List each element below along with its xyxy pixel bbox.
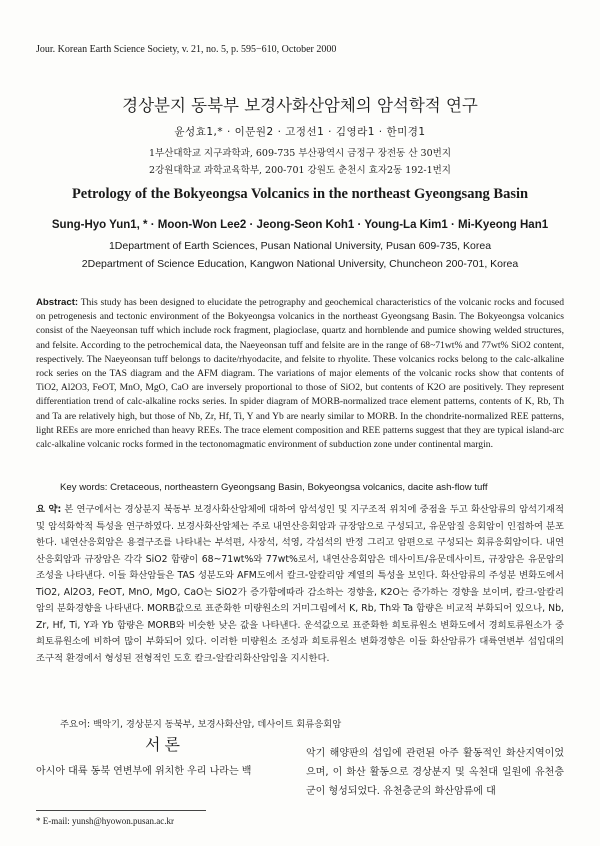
footnote-email: * E-mail: yunsh@hyowon.pusan.ac.kr (36, 816, 175, 826)
korean-abstract-body: 본 연구에서는 경상분지 북동부 보경사화산암체에 대하여 암석성인 및 지구조적 위치에 중점을 두고 화산암류의 암석기재적 및 암석화학적 특성을 연구하였다. 보경사화산암체는 주로 내연산응회암과 규장암으로 구성되고, 유문암질 응회암이 인접하여 분포한다. 내연산응회암은 용결구조를 나타내는 부석편, 사장석, 석영, 각섬석의 반정 그리고 암편으로 구성되는 회류응회암이다. 내연산응회암과 규장암은 각각 SiO2 함량이 68~71wt%와 77wt%로서, 내연산응회암은 데사이트/유문데사이트, 규장암은 유문암의 조성을 나타낸다. 이들 화산암들은 TAS 성분도와 AFM도에서 칼크-알칼리암 계열의 특성을 보인다. 화산암류의 주성분 변화도에서 TiO2, Al2O3, FeOT, MnO, MgO, CaO는 SiO2가 증가함에따라 감소하는 경향을, K2O는 증가하는 경향을 보이며, 칼크-알칼리암의 분화경향을 나타낸다. MORB값으로 표준화한 미량원소의 거미그림에서 K, Rb, Th와 Ta 함량은 비교적 부화되어 있으나, Nb, Zr, Hf, Ti, Y과 Yb 함량은 MORB와 비슷한 낮은 값을 나타낸다. 운석값으로 표준화한 희토류원소 변화도에서 경희토류원소가 중희토류원소에 비하여 많이 부화되어 있다. 이러한 미량원소 조성과 희토류원소 변화경향은 이들 화산암류가 대륙연변부 섭입대의 조구적 환경에서 형성된 전형적인 도호 칼크-알칼리화산암임을 지시한다. (36, 504, 564, 664)
english-affiliation-2: 2Department of Science Education, Kangwon National University, Chuncheon 200-701, Korea (81, 258, 519, 270)
abstract-label: Abstract: (36, 297, 79, 308)
korean-authors: 윤성효1,* · 이문원2 · 고정선1 · 김영라1 · 한미경1 (174, 126, 426, 138)
section-heading-introduction: 서론 (145, 735, 184, 754)
korean-keywords: 주요어: 백악기, 경상분지 동북부, 보경사화산암, 데사이트 회류응회암 (60, 719, 342, 730)
korean-abstract-label: 요 약: (36, 504, 62, 515)
english-authors: Sung-Hyo Yun1, * · Moon-Won Lee2 · Jeong-Seon Koh1 · Young-La Kim1 · Mi-Kyeong Han1 (51, 219, 549, 231)
journal-citation: Jour. Korean Earth Science Society, v. 21, no. 5, p. 595−610, October 2000 (36, 44, 337, 55)
english-keywords: Key words: Cretaceous, northeastern Gyeongsang Basin, Bokyeongsa volcanics, dacite ash-flow tuff (60, 482, 488, 493)
korean-affiliation-2: 2강원대학교 과학교육학부, 200-701 강원도 춘천시 효자2동 192-1번지 (149, 165, 451, 176)
abstract-body: This study has been designed to elucidate the petrography and geochemical characteristics of the volcanic rocks and focused on petrogenesis and tectonic environment of the Bokyeongsa volcanics in the northeast Gyeongsang Basin. The Bokyeongsa volcanics consist of the Naeyeonsan tuff which include rock fragment, plagioclase, quartz and hornblende and pumice showing welded structures, and felsite. According to the petrochemical data, the Naeyeonsan tuff and felsite are in the range of 68~71wt% and 77wt% SiO2 content, respectively. The Naeyeonsan tuff belongs to dacite/rhyodacite, and felsite to rhyolite. These volcanics rocks belong to the calc-alkaline rock series on the TAS diagram and the AFM diagram. The variations of major elements of the volcanic rocks show that contents of TiO2, Al2O3, FeOT, MnO, MgO, CaO are inversely proportional to those of SiO2, but contents of K2O are positively. They represent differentiation trend of calc-alkaline rocks series. In spider diagram of MORB-normalized trace element patterns, contents of K, Rb, Th and Ta are relatively high, but those of Nb, Zr, Hf, Ti, Y and Yb are nearly similar to MORB. In the chondrite-normalized REE patterns, light REEs are more enriched than heavy REEs. The trace element composition and REE patterns suggest that they are typical island-arc calc-alkaline volcanic rocks formed in the tectonomagmatic environment of subduction zone under continental margin. (36, 297, 564, 451)
introduction-right-column: 악기 해양판의 섭입에 관련된 아주 활동적인 화산지역이었으며, 이 화산 활동으로 경상분지 및 옥천대 일원에 유천층군이 형성되었다. 유천층군의 화산암류에 대 (306, 748, 564, 797)
english-title: Petrology of the Bokyeongsa Volcanics in the northeast Gyeongsang Basin (71, 186, 529, 202)
korean-abstract (36, 502, 564, 667)
korean-affiliation-1: 1부산대학교 지구과학과, 609-735 부산광역시 금정구 장전동 산 30번지 (148, 148, 451, 159)
english-affiliation-1: 1Department of Earth Sciences, Pusan National University, Pusan 609-735, Korea (108, 240, 492, 252)
footnote-rule (36, 810, 206, 811)
introduction-left-column: 아시아 대륙 동북 연변부에 위치한 우리 나라는 백 (36, 766, 252, 777)
english-abstract (36, 296, 564, 452)
korean-title: 경상분지 동북부 보경사화산암체의 암석학적 연구 (122, 96, 478, 115)
